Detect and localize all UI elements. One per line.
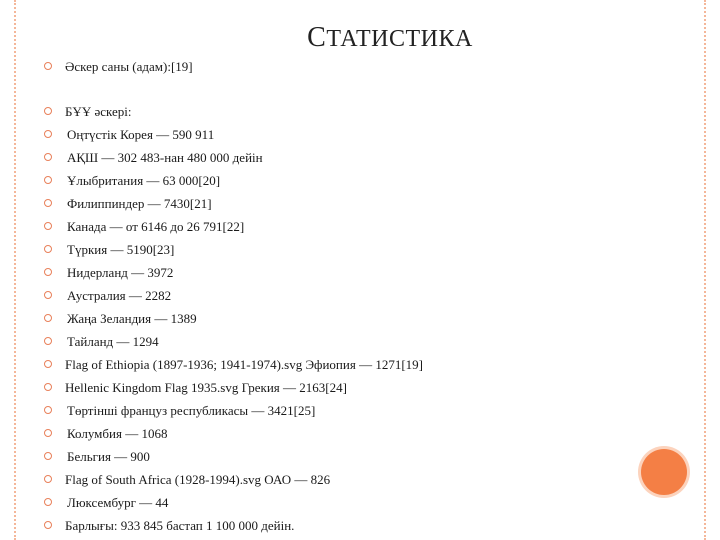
bullet-icon (44, 452, 52, 460)
bullet-icon (44, 291, 52, 299)
bullet-icon (44, 199, 52, 207)
bullet-icon (44, 337, 52, 345)
bullet-icon (44, 429, 52, 437)
bullet-icon (44, 268, 52, 276)
orange-circle-decoration (641, 449, 687, 495)
bullet-icon (44, 475, 52, 483)
bullet-icon (44, 521, 52, 529)
left-dotted-border (14, 0, 16, 540)
bullet-icon (44, 107, 52, 115)
bullet-icon (44, 222, 52, 230)
bullet-icon (44, 406, 52, 414)
bullet-icon (44, 360, 52, 368)
bullet-icon (44, 314, 52, 322)
right-dotted-border (704, 0, 706, 540)
bullet-icon (44, 62, 52, 70)
slide-title (0, 22, 720, 54)
bullet-icon (44, 130, 52, 138)
title-rest: ТАТИСТИКА (326, 26, 473, 52)
bullet-icon (44, 245, 52, 253)
title-initial: С (307, 22, 327, 53)
bullet-icon (44, 153, 52, 161)
bullet-icon (44, 176, 52, 184)
bullet-icon (44, 498, 52, 506)
bullet-icon (44, 383, 52, 391)
